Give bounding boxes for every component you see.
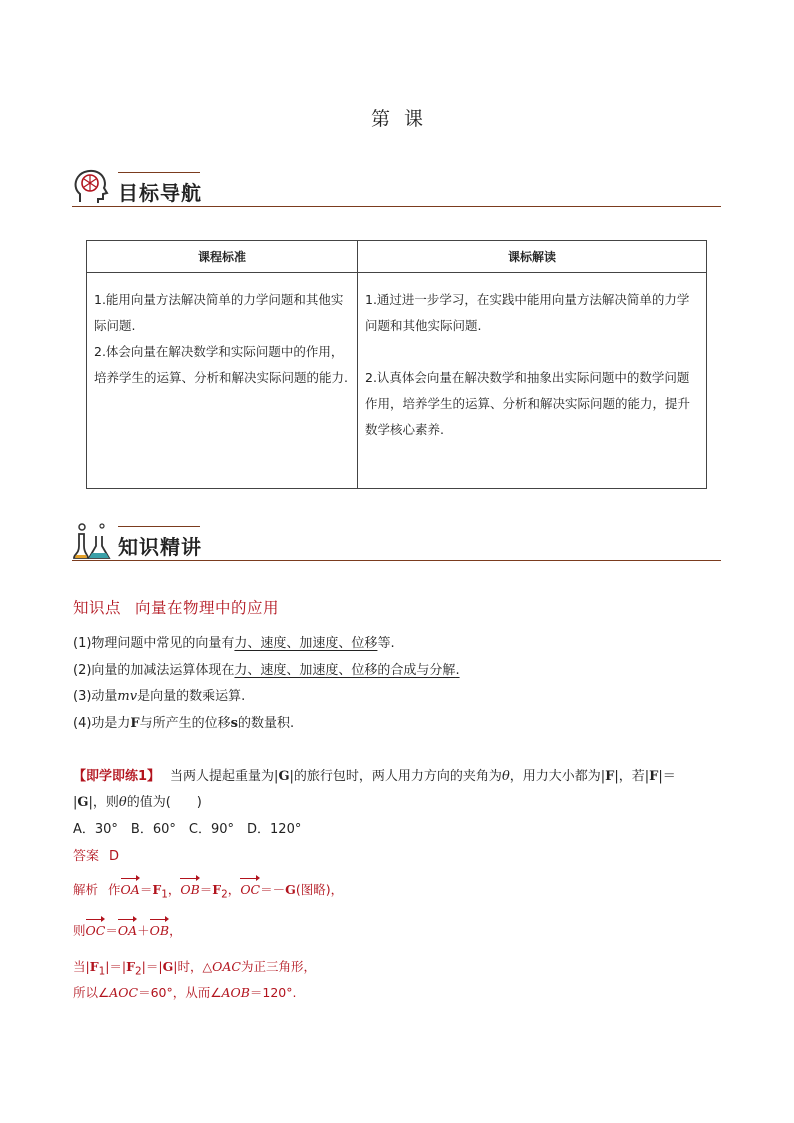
analysis-text: 作 bbox=[108, 882, 121, 897]
knowledge-point-prefix: 知识点 bbox=[73, 599, 122, 617]
item-text: 的数量积. bbox=[238, 716, 295, 731]
knowledge-item-1 bbox=[73, 632, 395, 651]
item-text: (3)动量 bbox=[73, 689, 118, 704]
vector-OB: OB bbox=[180, 882, 200, 897]
analysis-subscript: 1 bbox=[161, 888, 168, 901]
analysis-text: |＝| bbox=[141, 959, 163, 974]
exercise-options: A．30° B．60° C．90° D．120° bbox=[73, 822, 302, 837]
analysis-math: F bbox=[89, 959, 99, 974]
analysis-text: ＋ bbox=[137, 923, 150, 938]
analysis-text: |＝| bbox=[105, 959, 127, 974]
item-text: (2)向量的加减法运算体现在 bbox=[73, 663, 235, 678]
vector-OA: OA bbox=[120, 882, 140, 897]
item-math: s bbox=[230, 716, 238, 731]
question-text: 当两人提起重量为| bbox=[170, 769, 279, 784]
standards-table bbox=[86, 240, 707, 489]
knowledge-item-4 bbox=[73, 712, 294, 731]
item-underlined-text: 力、速度、加速度、位移的合成与分解 bbox=[234, 663, 456, 678]
analysis-math: F bbox=[212, 882, 222, 897]
analysis-subscript: 2 bbox=[221, 888, 228, 901]
analysis-text: (图略)， bbox=[295, 882, 344, 897]
vector-OB: OB bbox=[149, 923, 170, 938]
section-header-knowledge bbox=[72, 522, 721, 568]
analysis-text: 为正三角形， bbox=[240, 959, 316, 974]
section-label: 知识精讲 bbox=[118, 535, 202, 559]
standard-item: 2.体会向量在解决数学和实际问题中的作用，培养学生的运算、分析和解决实际问题的能力. bbox=[94, 344, 348, 385]
header-bottom-rule bbox=[72, 560, 721, 561]
interpretation-item: 1.通过进一步学习，在实践中能用向量方法解决简单的力学问题和其他实际问题. bbox=[365, 292, 690, 333]
item-math: mv bbox=[117, 689, 138, 704]
analysis-text: 则 bbox=[73, 923, 86, 938]
vector-OC: OC bbox=[240, 882, 261, 897]
header-top-rule bbox=[118, 172, 200, 173]
section-label: 目标导航 bbox=[118, 181, 202, 205]
exercise-question-line-1 bbox=[73, 765, 676, 784]
question-text: 的值为( ) bbox=[126, 795, 202, 810]
analysis-subscript: 1 bbox=[98, 965, 106, 978]
analysis-text: ， bbox=[167, 882, 181, 897]
knowledge-item-2 bbox=[73, 659, 460, 678]
analysis-text: ＝－ bbox=[260, 882, 286, 897]
question-math: θ bbox=[501, 769, 510, 784]
question-math: G bbox=[77, 795, 89, 810]
exercise-tag: 【即学即练1】 bbox=[73, 769, 161, 784]
question-text: |的旅行包时，两人用力方向的夹角为 bbox=[289, 769, 502, 784]
question-text: |，若| bbox=[614, 769, 650, 784]
analysis-subscript: 2 bbox=[135, 965, 142, 978]
analysis-math: G bbox=[285, 882, 296, 897]
analysis-math: F bbox=[126, 959, 136, 974]
analysis-math: OAC bbox=[212, 959, 241, 974]
section-header-goals bbox=[72, 168, 721, 214]
analysis-text: ＝ bbox=[199, 882, 213, 897]
analysis-text: |时，△ bbox=[173, 959, 213, 974]
standard-item: 1.能用向量方法解决简单的力学问题和其他实际问题. bbox=[94, 292, 344, 333]
item-text: (1)物理问题中常见的向量有 bbox=[73, 636, 235, 651]
analysis-math: AOC bbox=[109, 985, 139, 1000]
analysis-line-3 bbox=[73, 957, 316, 978]
answer-value: D bbox=[109, 849, 120, 864]
analysis-line-1 bbox=[73, 880, 343, 901]
analysis-text: ， bbox=[169, 923, 182, 938]
question-math: G bbox=[278, 769, 290, 784]
question-math: F bbox=[605, 769, 615, 784]
question-text: |＝ bbox=[658, 769, 676, 784]
header-bottom-rule bbox=[72, 206, 721, 207]
analysis-line-4 bbox=[73, 983, 297, 1001]
analysis-text: ＝60°，从而∠ bbox=[138, 985, 222, 1000]
analysis-math: F bbox=[152, 882, 162, 897]
page-title: 第课 bbox=[370, 108, 437, 130]
question-math: θ bbox=[118, 795, 127, 810]
item-text: . bbox=[455, 663, 460, 678]
item-text: 是向量的数乘运算. bbox=[137, 689, 246, 704]
vector-OC: OC bbox=[85, 923, 106, 938]
question-math: F bbox=[649, 769, 659, 784]
knowledge-item-3 bbox=[73, 685, 245, 704]
item-underlined-text: 力、速度、加速度、位移 bbox=[234, 636, 378, 651]
exercise-answer bbox=[73, 845, 119, 864]
lab-flask-icon bbox=[72, 522, 112, 562]
question-text: |，则 bbox=[88, 795, 119, 810]
exercise-question-line-2 bbox=[73, 791, 202, 810]
brain-head-icon bbox=[72, 168, 112, 208]
knowledge-point-name: 向量在物理中的应用 bbox=[135, 599, 280, 617]
analysis-text: ＝ bbox=[139, 882, 153, 897]
table-header-standard: 课程标准 bbox=[87, 241, 358, 273]
analysis-math: G bbox=[162, 959, 174, 974]
analysis-text: ， bbox=[227, 882, 241, 897]
question-text: ，用力大小都为| bbox=[509, 769, 606, 784]
analysis-text: ＝120°. bbox=[249, 985, 297, 1000]
vector-OA: OA bbox=[117, 923, 138, 938]
analysis-text: ＝ bbox=[105, 923, 118, 938]
item-text: (4)功是力 bbox=[73, 716, 131, 731]
answer-label: 答案 bbox=[73, 849, 100, 864]
item-text: 等. bbox=[377, 636, 395, 651]
table-cell-standard bbox=[87, 273, 358, 489]
item-math: F bbox=[130, 716, 140, 731]
item-text: 与所产生的位移 bbox=[139, 716, 231, 731]
table-cell-interpretation bbox=[358, 273, 707, 489]
interpretation-item: 2.认真体会向量在解决数学和抽象出实际问题中的数学问题作用，培养学生的运算、分析和解决实际问题的能力，提升数学核心素养. bbox=[365, 370, 691, 437]
analysis-text: 当| bbox=[73, 959, 90, 974]
analysis-math: AOB bbox=[221, 985, 250, 1000]
analysis-line-2 bbox=[73, 921, 182, 939]
knowledge-point-title bbox=[73, 596, 279, 618]
analysis-text: 所以∠ bbox=[73, 985, 110, 1000]
analysis-label: 解析 bbox=[73, 882, 99, 897]
header-top-rule bbox=[118, 526, 200, 527]
table-header-interpretation: 课标解读 bbox=[358, 241, 707, 273]
question-text: | bbox=[73, 795, 78, 810]
